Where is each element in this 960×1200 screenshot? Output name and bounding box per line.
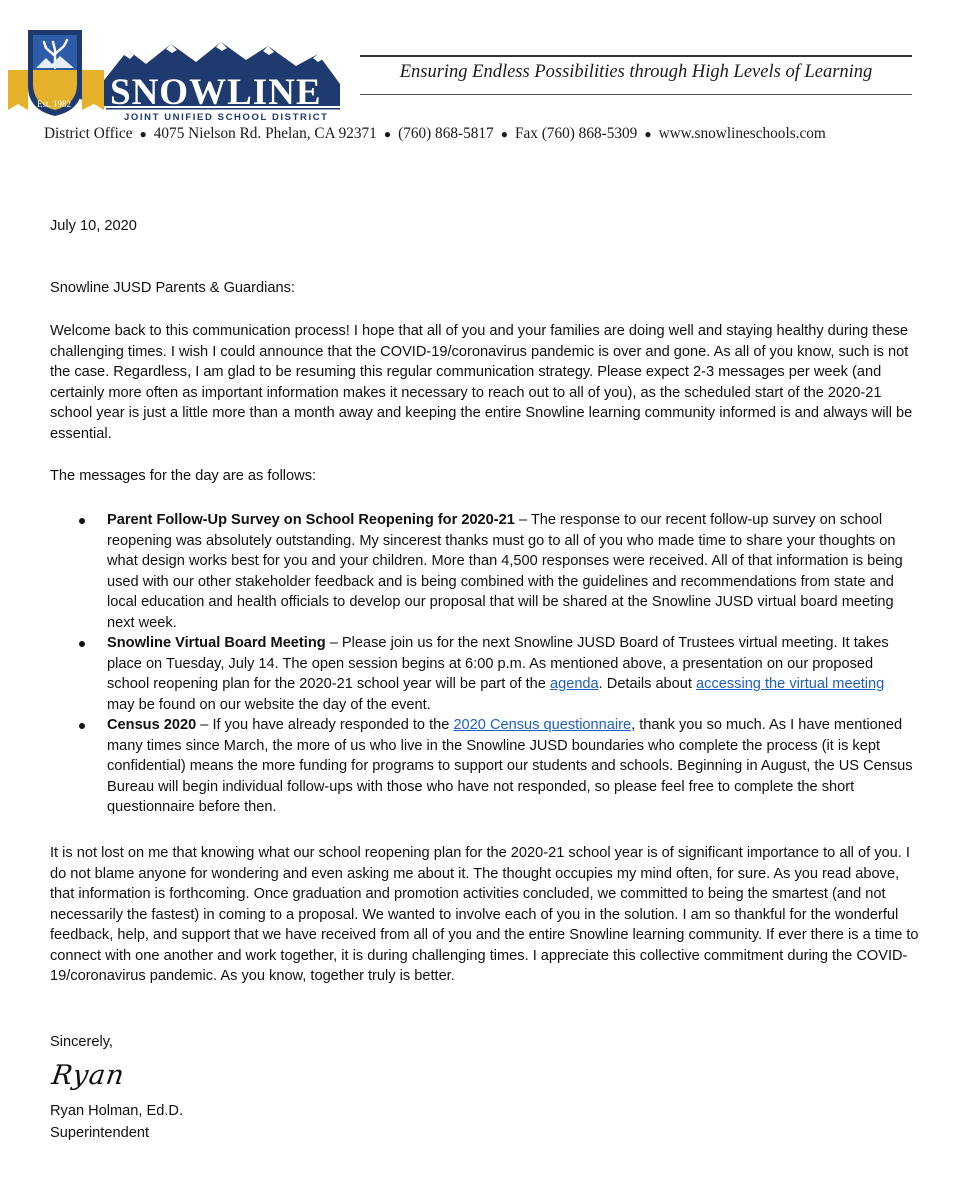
handwritten-signature: Ryan: [49, 1060, 127, 1091]
bullet-body: . Details about: [598, 676, 697, 692]
address-website: www.snowlineschools.com: [658, 125, 826, 142]
letter-paragraph-2: It is not lost on me that knowing what our school reopening plan for the 2020-21 school year is of significant importance to all of you. I do not blame anyone for wondering and even asking me about it. The thought occupies my mind often, for sure. As you read above, that information is forthcoming. Once graduation and promotion activities concluded, we committed to being the smartest (and not necessarily the fastest) in coming to a proposal. We wanted to involve each of you in the solution. I am so thankful for the wonderful feedback, help, and support that we have received from all of you and the entire Snowline learning community. If ever there is a time to connect with one another and work together, it is during challenging times. I appreciate this collective commitment during the COVID-19/coronavirus pandemic. As you know, together truly is better.: [50, 845, 919, 984]
bullet-icon: [79, 723, 85, 729]
bullet-body: – The response to our recent follow-up survey on school reopening was absolutely outstanding. My sincerest thanks must go to all of you who made time to share your thoughts on what design works best for you and your children. More than 4,500 responses were received. All of that information is being used with our other stakeholder feedback and is being combined with the guidelines and recommendations from state and local education and health officials to develop our proposal that will be shared at the Snowline JUSD virtual board meeting next week.: [107, 512, 903, 631]
messages-intro: The messages for the day are as follows:: [50, 468, 317, 484]
address-office: District Office: [44, 125, 133, 142]
district-tagline: Ensuring Endless Possibilities through High Levels of Learning: [399, 62, 873, 82]
letter-paragraph-1: Welcome back to this communication process! I hope that all of you and your families are doing well and staying healthy during these challenging times. I wish I could announce that the COVID-19/coronavirus pandemic is over and gone. As all of you know, such is not the case. Regardless, I am glad to be resuming this regular communication strategy. Please expect 2-3 messages per week (and certainly more often as important information makes it necessary to reach out to all of you), as the scheduled start of the 2020-21 school year is just a little more than a month away and keeping the entire Snowline learning community informed is and always will be essential.: [50, 323, 913, 442]
bullet-separator-icon: ●: [644, 127, 652, 141]
district-address-line: [44, 125, 944, 143]
logo-established: Est. 1982: [36, 99, 71, 109]
bullet-icon: [79, 518, 85, 524]
bullet-body: – Please join us for the next Snowline JUSD Board of Trustees virtual meeting. It takes place on Tuesday, July 14. The open session begins at 6:00 p.m. As mentioned above, a presentation on our proposed school reopening plan for the 2020-21 school year will be part of the: [107, 635, 889, 692]
bullet-body: may be found on our website the day of the event.: [107, 696, 431, 713]
virtual-meeting-link[interactable]: accessing the virtual meeting: [696, 676, 885, 692]
agenda-link[interactable]: agenda: [549, 676, 599, 692]
tagline-rule-top: [360, 55, 912, 57]
address-fax: Fax (760) 868-5309: [514, 125, 638, 142]
bullet-separator-icon: ●: [383, 127, 392, 141]
tagline-rule-bottom: [360, 94, 912, 95]
letter-date: July 10, 2020: [50, 218, 137, 234]
address-street: 4075 Nielson Rd. Phelan, CA 92371: [153, 125, 377, 142]
signer-title: Superintendent: [50, 1125, 149, 1141]
address-phone: (760) 868-5817: [398, 125, 494, 142]
bullet-separator-icon: ●: [139, 127, 147, 141]
bullet-body: , thank you so much. As I have mentioned many times since March, the more of us who live in the Snowline JUSD boundaries who complete the process (it is kept confidential) means the more funding for programs to support our students and schools. Beginning in August, the US Census Bureau will begin individual follow-ups with those who have not responded, so please feel free to complete the short questionnaire before then.: [107, 717, 913, 815]
bullet-title: Census 2020: [107, 717, 197, 733]
letter-closing: Sincerely,: [50, 1034, 113, 1050]
bullet-title: Snowline Virtual Board Meeting: [107, 635, 326, 651]
list-item-survey: [50, 510, 915, 633]
census-questionnaire-link[interactable]: 2020 Census questionnaire: [453, 717, 632, 733]
logo-wordmark: SNOWLINE: [110, 72, 322, 113]
bullet-icon: [79, 641, 85, 647]
logo-subtitle: JOINT UNIFIED SCHOOL DISTRICT: [124, 112, 329, 123]
bullet-separator-icon: ●: [500, 127, 508, 141]
list-item-board-meeting: [50, 633, 915, 715]
signer-name: Ryan Holman, Ed.D.: [50, 1103, 184, 1119]
messages-list: [50, 510, 915, 818]
bullet-title: Parent Follow-Up Survey on School Reopening for 2020-21: [107, 512, 515, 528]
bullet-body: – If you have already responded to the: [196, 717, 454, 733]
district-logo: [6, 24, 346, 123]
letter-salutation: Snowline JUSD Parents & Guardians:: [50, 280, 295, 296]
list-item-census: [50, 715, 915, 818]
